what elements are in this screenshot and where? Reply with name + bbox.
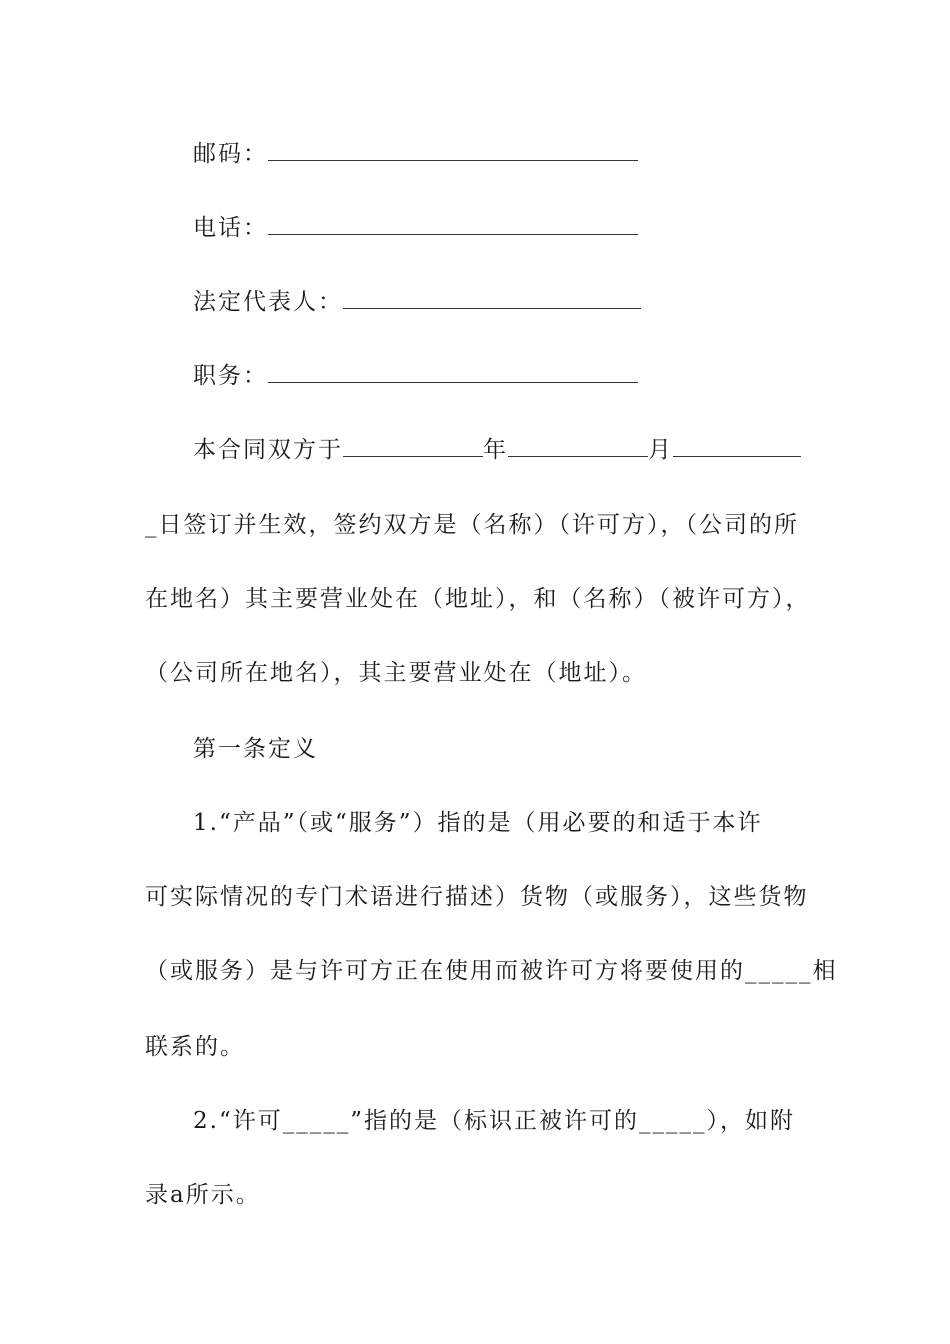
legal-rep-field — [193, 286, 815, 316]
postcode-blank — [268, 138, 638, 161]
intro-text-1: 本合同双方于 — [193, 437, 343, 463]
item-1-line-1: 1.“产品”（或“服务”）指的是（用必要的和适于本许 — [193, 810, 763, 836]
postcode-field — [193, 138, 815, 168]
month-label: 月 — [648, 437, 673, 463]
item-2-line-1: 2.“许可_____”指的是（标识正被许可的_____），如附 — [193, 1108, 795, 1134]
year-label: 年 — [483, 437, 508, 463]
month-blank — [508, 434, 648, 457]
day-blank — [673, 434, 801, 457]
item-1-line-3: （或服务）是与许可方正在使用而被许可方将要使用的_____相 — [145, 958, 838, 984]
position-blank — [268, 360, 638, 383]
legal-rep-label: 法定代表人： — [193, 289, 343, 315]
item-1-line-4: 联系的。 — [145, 1034, 245, 1060]
position-label: 职务： — [193, 363, 268, 389]
intro-line-3: 在地名）其主要营业处在（地址），和（名称）（被许可方）， — [145, 586, 811, 612]
phone-label: 电话： — [193, 215, 268, 241]
intro-line-4: （公司所在地名），其主要营业处在（地址）。 — [145, 660, 647, 686]
position-field — [193, 360, 815, 390]
article-1-title: 第一条定义 — [193, 736, 318, 762]
intro-line-2: _日签订并生效，签约双方是（名称）（许可方），（公司的所 — [145, 512, 799, 538]
phone-blank — [268, 212, 638, 235]
postcode-label: 邮码： — [193, 141, 268, 167]
item-2-line-2: 录a所示。 — [145, 1182, 261, 1208]
phone-field — [193, 212, 815, 242]
legal-rep-blank — [343, 286, 641, 309]
intro-line-1 — [193, 434, 815, 464]
year-blank — [343, 434, 483, 457]
item-1-line-2: 可实际情况的专门术语进行描述）货物（或服务），这些货物 — [145, 884, 809, 910]
